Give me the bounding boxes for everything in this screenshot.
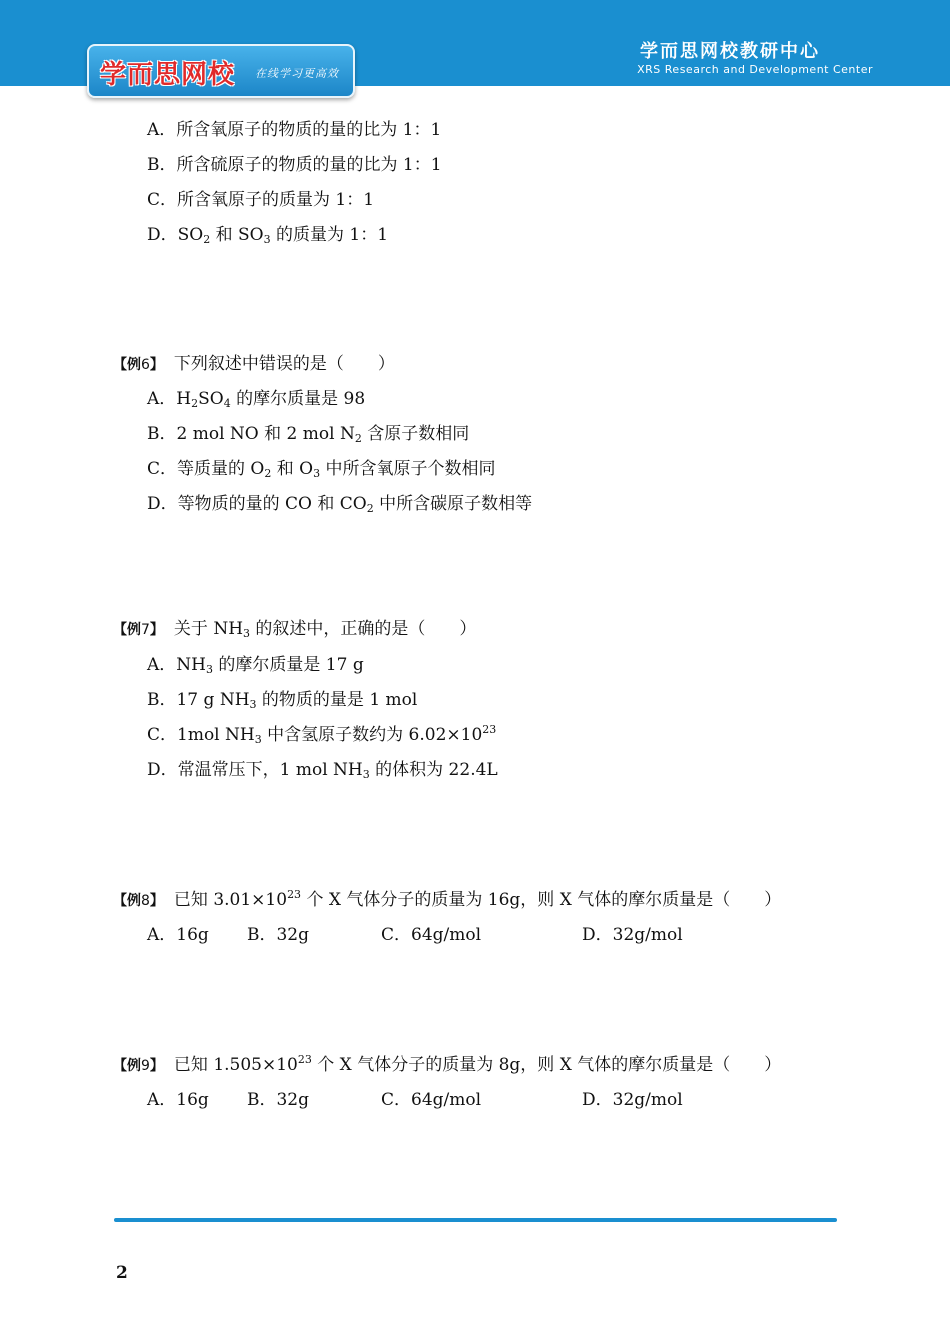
logo-text: 学而思网校 [100, 60, 236, 90]
page-number: 2 [116, 1263, 128, 1283]
q9-option-b: B．32g [247, 1090, 310, 1110]
q6-option-a: A．$H_2SO_4$ 的摩尔质量是 98 [147, 389, 366, 410]
q7-label: 【例7】 [113, 622, 157, 638]
logo-slogan: 在线学习更高效 [255, 67, 339, 80]
q8-option-a: A．16g [147, 925, 209, 945]
q8-option-c: C．64g/mol [381, 925, 482, 945]
q8-option-d: D．32g/mol [582, 925, 683, 945]
q5-option-d: D．$SO_2$ 和 $SO_3$ 的质量为 1：1 [147, 225, 389, 246]
q5-option-a: A．所含氧原子的物质的量的比为 1：1 [147, 120, 442, 140]
q9-stem: 【例9】 已知 $1.505\times 10^{23}$ 个 X 气体分子的质量为 8g，则 X 气体的摩尔质量是（ ） [113, 1053, 782, 1075]
q9-label: 【例9】 [113, 1058, 157, 1074]
q7-option-a: A．$NH_3$ 的摩尔质量是 17 g [147, 655, 364, 676]
q6-option-b: B．2 mol NO 和 2 mol $N_2$ 含原子数相同 [147, 424, 470, 445]
q9-option-a: A．16g [147, 1090, 209, 1110]
q6-option-c: C．等质量的 $O_2$ 和 $O_3$ 中所含氧原子个数相同 [147, 459, 496, 480]
q6-label: 【例6】 [113, 357, 157, 373]
center-title-cn: 学而思网校教研中心 [640, 41, 820, 62]
page-header [0, 0, 950, 90]
q7-option-d: D．常温常压下，1 mol $NH_3$ 的体积为 22.4L [147, 760, 498, 781]
q6-stem: 【例6】 下列叙述中错误的是（ ） [113, 354, 395, 374]
q7-stem: 【例7】 关于 $NH_3$ 的叙述中，正确的是（ ） [113, 619, 477, 640]
q9-option-c: C．64g/mol [381, 1090, 482, 1110]
footer-divider [114, 1218, 837, 1222]
q8-option-b: B．32g [247, 925, 310, 945]
q8-stem: 【例8】 已知 $3.01\times 10^{23}$ 个 X 气体分子的质量为 16g，则 X 气体的摩尔质量是（ ） [113, 888, 782, 910]
q7-option-b: B．17 g $NH_3$ 的物质的量是 1 mol [147, 690, 418, 711]
q5-option-b: B．所含硫原子的物质的量的比为 1：1 [147, 155, 442, 175]
q5-option-c: C．所含氧原子的质量为 1：1 [147, 190, 375, 210]
q6-option-d: D．等物质的量的 CO 和 $CO_2$ 中所含碳原子数相等 [147, 494, 533, 515]
brand-logo [87, 44, 355, 98]
q8-label: 【例8】 [113, 893, 157, 909]
q9-option-d: D．32g/mol [582, 1090, 683, 1110]
q7-option-c: C．1mol $NH_3$ 中含氢原子数约为 $6.02\times 10^{23}$ [147, 723, 497, 746]
center-title-en: XRS Research and Development Center [637, 63, 873, 76]
